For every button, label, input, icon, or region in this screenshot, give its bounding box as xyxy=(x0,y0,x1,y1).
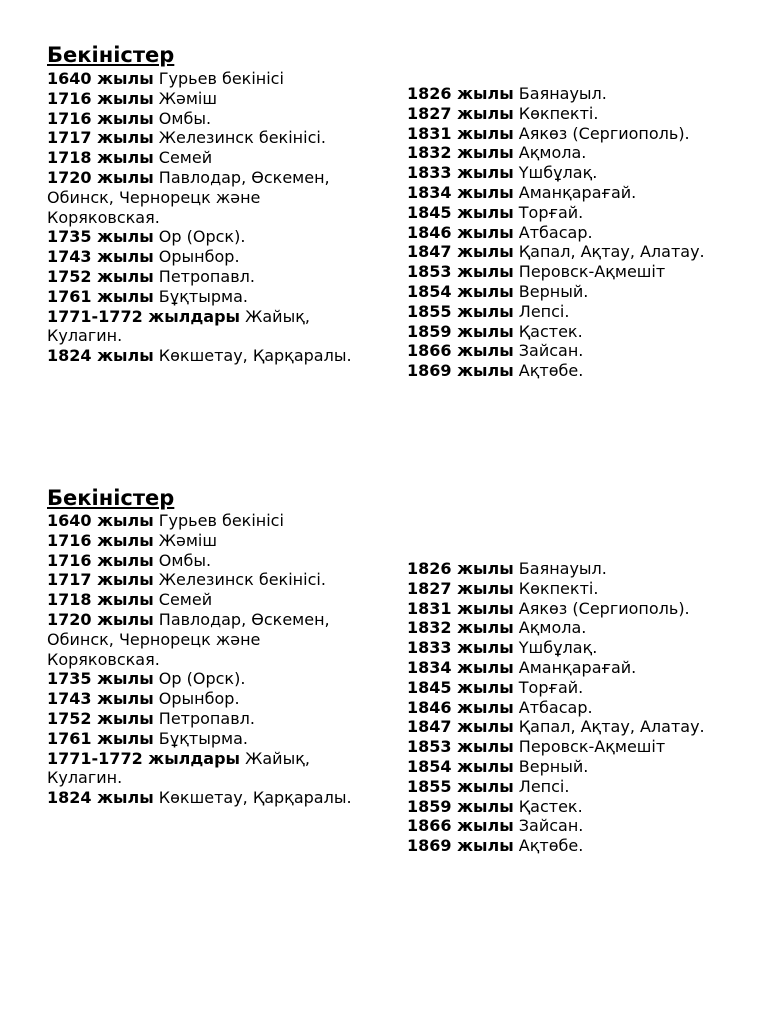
fortress-entry xyxy=(47,148,367,168)
entry-place: Қапал, Ақтау, Алатау. xyxy=(518,242,705,262)
entry-place: Көкшетау, Қарқаралы. xyxy=(158,346,352,366)
entry-place: Лепсі. xyxy=(518,301,570,321)
fortress-entry xyxy=(47,227,367,247)
entry-place: Үшбұлақ. xyxy=(518,638,598,658)
entry-place: Атбасар. xyxy=(518,222,593,242)
entry-place: Бұқтырма. xyxy=(158,728,248,748)
entry-place: Көкпекті. xyxy=(518,103,599,123)
fortress-entry xyxy=(407,163,737,183)
entry-year: 1831 жылы xyxy=(407,598,514,618)
entry-year: 1752 жылы xyxy=(47,266,154,286)
fortress-entry xyxy=(407,638,737,658)
fortress-entry xyxy=(407,341,737,361)
entry-year: 1718 жылы xyxy=(47,590,154,610)
entry-year: 1869 жылы xyxy=(407,361,514,381)
entry-year: 1824 жылы xyxy=(47,346,154,366)
entry-year: 1846 жылы xyxy=(407,222,514,242)
fortress-entry xyxy=(47,89,367,109)
entry-place: Торғай. xyxy=(518,677,584,697)
fortress-entry xyxy=(47,287,367,307)
entry-place: Петропавл. xyxy=(158,708,255,728)
entry-year: 1832 жылы xyxy=(407,143,514,163)
entry-year: 1752 жылы xyxy=(47,708,154,728)
entry-year: 1847 жылы xyxy=(407,717,514,737)
entry-year: 1717 жылы xyxy=(47,128,154,148)
entry-place: Железинск бекінісі. xyxy=(158,570,326,590)
fortress-entry xyxy=(47,590,367,610)
entry-year: 1855 жылы xyxy=(407,301,514,321)
entry-year: 1853 жылы xyxy=(407,262,514,282)
entry-place: Көкшетау, Қарқаралы. xyxy=(158,788,352,808)
entry-year: 1640 жылы xyxy=(47,511,154,530)
entry-year: 1640 жылы xyxy=(47,69,154,88)
fortress-entry xyxy=(407,262,737,282)
entry-place: Баянауыл. xyxy=(518,84,607,103)
fortress-entry xyxy=(47,247,367,267)
fortress-entry xyxy=(407,104,737,124)
entry-year: 1833 жылы xyxy=(407,638,514,658)
fortress-entry xyxy=(407,797,737,817)
entry-place: Зайсан. xyxy=(518,341,584,361)
fortress-entry xyxy=(47,610,367,669)
entry-place: Павлодар, Өскемен, Обинск, Чернорецк және Коряковская. xyxy=(47,609,330,669)
fortress-entry xyxy=(407,599,737,619)
entry-place: Жәміш xyxy=(158,530,218,550)
left-column xyxy=(47,511,367,808)
entry-year: 1743 жылы xyxy=(47,247,154,267)
entry-place: Аякөз (Сергиополь). xyxy=(518,123,690,143)
entry-year: 1845 жылы xyxy=(407,202,514,222)
entry-year: 1869 жылы xyxy=(407,836,514,856)
entry-place: Перовск-Ақмешіт xyxy=(518,262,666,282)
entry-place: Лепсі. xyxy=(518,776,570,796)
fortress-entry xyxy=(47,346,367,366)
fortress-entry xyxy=(47,669,367,689)
entry-year: 1855 жылы xyxy=(407,776,514,796)
entry-place: Көкпекті. xyxy=(518,578,599,598)
fortress-entry xyxy=(47,531,367,551)
fortress-entry xyxy=(47,570,367,590)
entry-place: Қастек. xyxy=(518,796,583,816)
fortress-entry xyxy=(407,203,737,223)
entry-year: 1831 жылы xyxy=(407,123,514,143)
fortress-entry xyxy=(47,267,367,287)
entry-year: 1743 жылы xyxy=(47,689,154,709)
fortress-entry xyxy=(407,698,737,718)
fortress-entry xyxy=(407,836,737,856)
entry-year: 1720 жылы xyxy=(47,609,154,629)
fortress-entry xyxy=(47,551,367,571)
fortress-entry xyxy=(47,788,367,808)
fortress-entry xyxy=(407,361,737,381)
entry-place: Железинск бекінісі. xyxy=(158,128,326,148)
fortress-entry xyxy=(47,109,367,129)
entry-place: Қастек. xyxy=(518,321,583,341)
left-column xyxy=(47,69,367,366)
entry-year: 1846 жылы xyxy=(407,697,514,717)
section-title: Бекіністер xyxy=(47,43,175,67)
fortress-entry xyxy=(407,579,737,599)
entry-year: 1735 жылы xyxy=(47,669,154,689)
entry-year: 1735 жылы xyxy=(47,227,154,247)
entry-year: 1761 жылы xyxy=(47,728,154,748)
entry-year: 1853 жылы xyxy=(407,737,514,757)
entry-year: 1716 жылы xyxy=(47,550,154,570)
entry-year: 1859 жылы xyxy=(407,796,514,816)
entry-place: Перовск-Ақмешіт xyxy=(518,737,666,757)
entry-place: Гурьев бекінісі xyxy=(158,69,284,88)
fortress-entry xyxy=(407,242,737,262)
fortress-entry xyxy=(407,816,737,836)
entry-place: Ор (Орск). xyxy=(158,227,246,247)
fortress-entry xyxy=(407,618,737,638)
entry-year: 1716 жылы xyxy=(47,530,154,550)
entry-place: Аманқарағай. xyxy=(518,182,637,202)
entry-place: Семей xyxy=(158,590,213,610)
fortress-entry xyxy=(407,322,737,342)
entry-place: Гурьев бекінісі xyxy=(158,511,284,530)
fortress-entry xyxy=(407,559,737,579)
entry-place: Торғай. xyxy=(518,202,584,222)
entry-place: Ақмола. xyxy=(518,143,587,163)
entry-year: 1847 жылы xyxy=(407,242,514,262)
entry-year: 1832 жылы xyxy=(407,618,514,638)
fortress-entry xyxy=(407,737,737,757)
entry-year: 1717 жылы xyxy=(47,570,154,590)
entry-place: Баянауыл. xyxy=(518,559,607,578)
entry-year: 1834 жылы xyxy=(407,657,514,677)
entry-place: Ор (Орск). xyxy=(158,669,246,689)
entry-place: Атбасар. xyxy=(518,697,593,717)
fortress-entry xyxy=(407,143,737,163)
fortress-entry xyxy=(407,183,737,203)
fortress-entry xyxy=(407,124,737,144)
entry-place: Омбы. xyxy=(158,550,212,570)
entry-year: 1854 жылы xyxy=(407,281,514,301)
entry-year: 1716 жылы xyxy=(47,88,154,108)
entry-year: 1771-1772 жылдары xyxy=(47,306,241,326)
entry-year: 1834 жылы xyxy=(407,182,514,202)
entry-place: Жәміш xyxy=(158,88,218,108)
fortress-entry xyxy=(407,302,737,322)
entry-year: 1716 жылы xyxy=(47,108,154,128)
entry-year: 1824 жылы xyxy=(47,788,154,808)
entry-place: Қапал, Ақтау, Алатау. xyxy=(518,717,705,737)
entry-year: 1771-1772 жылдары xyxy=(47,748,241,768)
fortress-entry xyxy=(47,749,367,789)
right-column xyxy=(407,559,737,856)
entry-place: Верный. xyxy=(518,281,589,301)
entry-year: 1761 жылы xyxy=(47,286,154,306)
fortress-entry xyxy=(407,282,737,302)
entry-place: Орынбор. xyxy=(158,247,240,267)
section-title: Бекіністер xyxy=(47,486,175,510)
fortress-entry xyxy=(407,84,737,104)
entry-place: Жайық, Кулагин. xyxy=(47,306,310,346)
right-column xyxy=(407,84,737,381)
entry-place: Омбы. xyxy=(158,108,212,128)
entry-year: 1845 жылы xyxy=(407,677,514,697)
entry-place: Бұқтырма. xyxy=(158,286,248,306)
entry-place: Жайық, Кулагин. xyxy=(47,748,310,788)
fortress-entry xyxy=(407,777,737,797)
entry-year: 1718 жылы xyxy=(47,148,154,168)
fortress-entry xyxy=(47,729,367,749)
fortress-entry xyxy=(47,128,367,148)
fortress-entry xyxy=(47,511,367,531)
fortress-entry xyxy=(47,709,367,729)
entry-year: 1833 жылы xyxy=(407,163,514,183)
entry-year: 1859 жылы xyxy=(407,321,514,341)
entry-place: Үшбұлақ. xyxy=(518,163,598,183)
entry-year: 1720 жылы xyxy=(47,167,154,187)
fortress-entry xyxy=(407,223,737,243)
entry-place: Петропавл. xyxy=(158,266,255,286)
entry-year: 1866 жылы xyxy=(407,341,514,361)
entry-year: 1826 жылы xyxy=(407,559,514,578)
entry-place: Семей xyxy=(158,148,213,168)
entry-place: Ақтөбе. xyxy=(518,836,584,856)
entry-place: Верный. xyxy=(518,756,589,776)
entry-place: Ақтөбе. xyxy=(518,361,584,381)
entry-year: 1826 жылы xyxy=(407,84,514,103)
entry-year: 1866 жылы xyxy=(407,816,514,836)
fortress-entry xyxy=(47,307,367,347)
fortress-entry xyxy=(407,757,737,777)
entry-place: Ақмола. xyxy=(518,618,587,638)
entry-year: 1827 жылы xyxy=(407,103,514,123)
entry-place: Аякөз (Сергиополь). xyxy=(518,598,690,618)
fortress-entry xyxy=(407,717,737,737)
entry-place: Павлодар, Өскемен, Обинск, Чернорецк және Коряковская. xyxy=(47,167,330,227)
fortress-entry xyxy=(407,658,737,678)
fortress-entry xyxy=(47,69,367,89)
fortress-entry xyxy=(47,168,367,227)
entry-place: Орынбор. xyxy=(158,689,240,709)
entry-year: 1854 жылы xyxy=(407,756,514,776)
entry-year: 1827 жылы xyxy=(407,578,514,598)
entry-place: Аманқарағай. xyxy=(518,657,637,677)
fortress-entry xyxy=(407,678,737,698)
entry-place: Зайсан. xyxy=(518,816,584,836)
fortress-entry xyxy=(47,689,367,709)
